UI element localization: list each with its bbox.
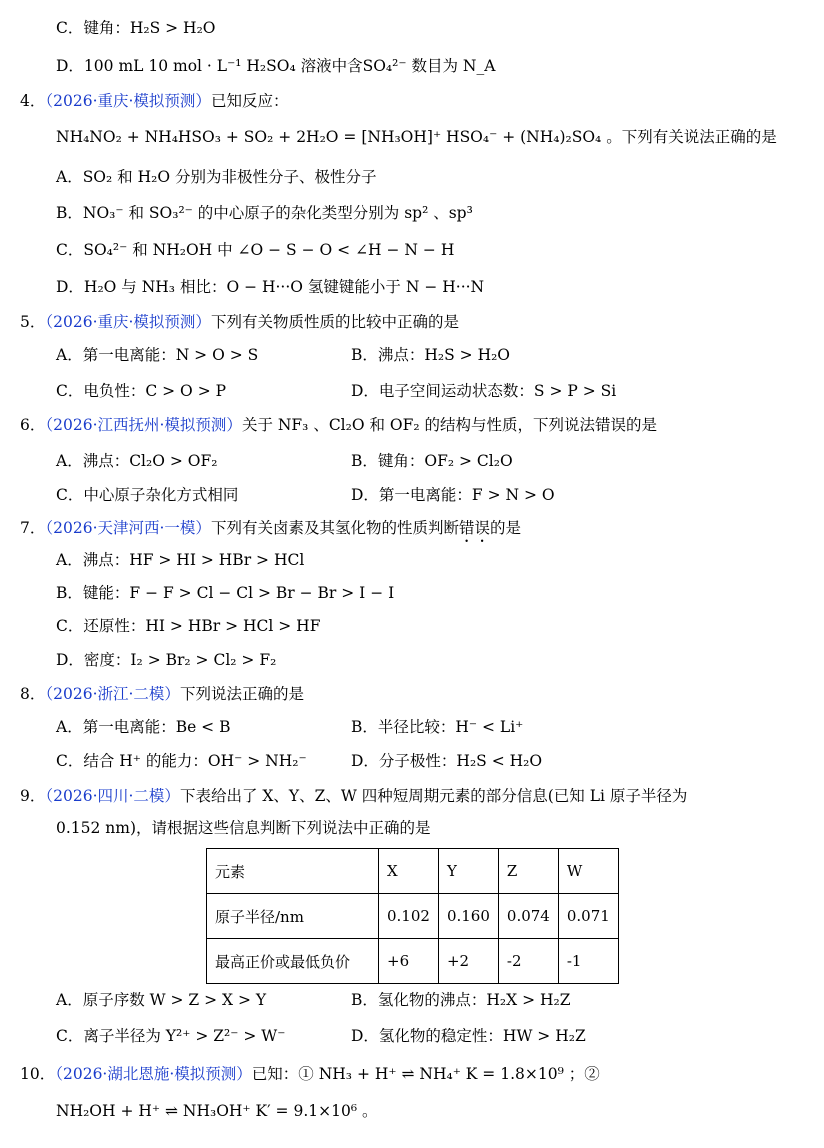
- table-header-row: [207, 849, 619, 894]
- q4-option-a: A．SO₂ 和 H₂O 分别为非极性分子、极性分子: [56, 168, 377, 186]
- table-cell: -1: [558, 939, 618, 984]
- question-stem: 下列有关卤素及其氢化物的性质判断: [210, 519, 459, 537]
- question-source: （2026·浙江·二模）: [45, 685, 180, 703]
- emphasis-word: 错误: [458, 519, 490, 537]
- q5-option-b: B．沸点：H₂S > H₂O: [351, 346, 511, 364]
- q4-equation: NH₄NO₂ + NH₄HSO₃ + SO₂ + 2H₂O = [NH₃OH]⁺ HSO₄⁻ + (NH₄)₂SO₄ 。下列有关说法正确的是: [56, 128, 777, 146]
- question-number: 7．: [20, 519, 46, 537]
- table-cell: -2: [498, 939, 558, 984]
- q6-option-a: A．沸点：Cl₂O > OF₂: [56, 452, 218, 470]
- table-cell: 最高正价或最低负价: [207, 939, 379, 984]
- q4-option-d: D．H₂O 与 NH₃ 相比：O − H···O 氢键键能小于 N − H···N: [56, 278, 485, 296]
- q5-option-d: D．电子空间运动状态数：S > P > Si: [351, 382, 617, 400]
- q4-option-b: B．NO₃⁻ 和 SO₃²⁻ 的中心原子的杂化类型分别为 sp² 、sp³: [56, 204, 473, 222]
- table-row: [207, 939, 619, 984]
- table-cell: 0.074: [498, 894, 558, 939]
- question-stem: 下列有关物质性质的比较中正确的是: [210, 313, 459, 331]
- table-header-cell: Z: [498, 849, 558, 894]
- q9-option-b: B．氢化物的沸点：H₂X > H₂Z: [351, 991, 571, 1009]
- q5-option-a: A．第一电离能：N > O > S: [56, 346, 259, 364]
- question-source: （2026·江西抚州·模拟预测）: [45, 416, 242, 434]
- q3-option-c: C．键角：H₂S > H₂O: [56, 19, 216, 37]
- q6-option-c: C．中心原子杂化方式相同: [56, 486, 239, 504]
- table-cell: 0.160: [438, 894, 498, 939]
- q8-option-b: B．半径比较：H⁻ < Li⁺: [351, 718, 524, 736]
- question-number: 9．: [20, 787, 46, 805]
- q5-option-c: C．电负性：C > O > P: [56, 382, 227, 400]
- question-source: （2026·湖北恩施·模拟预测）: [55, 1065, 252, 1083]
- question-9-header: [20, 785, 687, 807]
- question-number: 5．: [20, 313, 46, 331]
- q8-option-a: A．第一电离能：Be < B: [56, 718, 231, 736]
- element-info-table: [206, 848, 619, 984]
- question-7-header: [20, 517, 521, 546]
- table-row: [207, 894, 619, 939]
- q7-option-a: A．沸点：HF > HI > HBr > HCl: [56, 551, 305, 569]
- q8-option-c: C．结合 H⁺ 的能力：OH⁻ > NH₂⁻: [56, 752, 307, 770]
- table-header-cell: Y: [438, 849, 498, 894]
- question-stem-tail: 的是: [489, 519, 521, 537]
- question-8-header: [20, 683, 304, 705]
- table-cell: 原子半径/nm: [207, 894, 379, 939]
- table-cell: +6: [379, 939, 439, 984]
- q6-option-b: B．键角：OF₂ > Cl₂O: [351, 452, 513, 470]
- q3-option-d: D．100 mL 10 mol · L⁻¹ H₂SO₄ 溶液中含SO₄²⁻ 数目为 N_A: [56, 57, 496, 75]
- table-cell: 0.102: [379, 894, 439, 939]
- table-header-cell: X: [379, 849, 439, 894]
- question-6-header: [20, 414, 657, 436]
- q9-stem-continued: 0.152 nm)，请根据这些信息判断下列说法中正确的是: [56, 819, 431, 837]
- question-number: 6．: [20, 416, 46, 434]
- q7-option-b: B．键能：F − F > Cl − Cl > Br − Br > I − I: [56, 584, 395, 602]
- question-number: 10．: [20, 1065, 56, 1083]
- q8-option-d: D．分子极性：H₂S < H₂O: [351, 752, 543, 770]
- table-cell: +2: [438, 939, 498, 984]
- question-source: （2026·天津河西·一模）: [45, 519, 211, 537]
- q10-equation-2: NH₂OH + H⁺ ⇌ NH₃OH⁺ K′ = 9.1×10⁶ 。: [56, 1102, 378, 1120]
- question-10-header: [20, 1063, 600, 1085]
- q7-option-d: D．密度：I₂ > Br₂ > Cl₂ > F₂: [56, 651, 277, 669]
- question-number: 8．: [20, 685, 46, 703]
- table-header-cell: 元素: [207, 849, 379, 894]
- question-stem: 已知反应：: [210, 92, 289, 110]
- question-source: （2026·重庆·模拟预测）: [45, 92, 211, 110]
- question-5-header: [20, 311, 459, 333]
- question-number: 4．: [20, 92, 46, 110]
- q9-option-d: D．氢化物的稳定性：HW > H₂Z: [351, 1027, 586, 1045]
- question-stem: 下表给出了 X、Y、Z、W 四种短周期元素的部分信息(已知 Li 原子半径为: [179, 787, 688, 805]
- question-source: （2026·重庆·模拟预测）: [45, 313, 211, 331]
- table-cell: 0.071: [558, 894, 618, 939]
- q7-option-c: C．还原性：HI > HBr > HCl > HF: [56, 617, 321, 635]
- question-4-header: [20, 90, 288, 112]
- q9-option-c: C．离子半径为 Y²⁺ > Z²⁻ > W⁻: [56, 1027, 286, 1045]
- q4-option-c: C．SO₄²⁻ 和 NH₂OH 中 ∠O − S − O < ∠H − N − H: [56, 241, 455, 259]
- question-stem: 已知：① NH₃ + H⁺ ⇌ NH₄⁺ K = 1.8×10⁹ ；②: [251, 1065, 600, 1083]
- q9-option-a: A．原子序数 W > Z > X > Y: [56, 991, 267, 1009]
- table-header-cell: W: [558, 849, 618, 894]
- question-stem: 下列说法正确的是: [179, 685, 304, 703]
- question-source: （2026·四川·二模）: [45, 787, 180, 805]
- question-stem: 关于 NF₃ 、Cl₂O 和 OF₂ 的结构与性质，下列说法错误的是: [241, 416, 658, 434]
- q6-option-d: D．第一电离能：F > N > O: [351, 486, 555, 504]
